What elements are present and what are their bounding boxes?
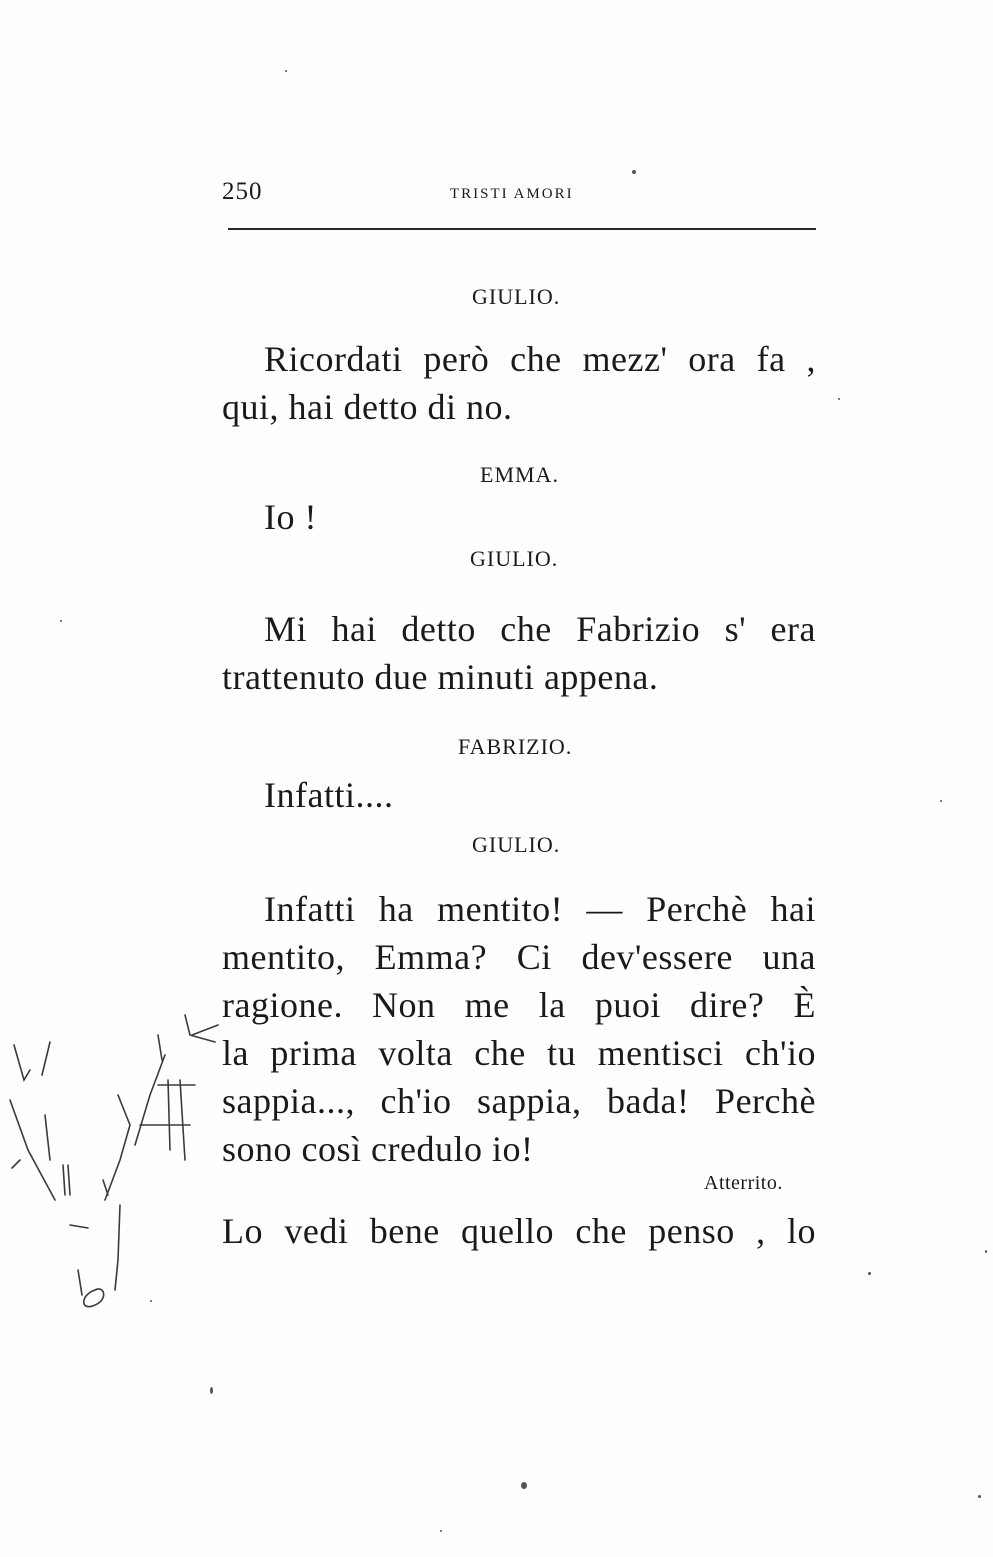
- running-head: TRISTI AMORI: [450, 186, 574, 202]
- speck: [60, 620, 62, 622]
- dialogue-line: trattenuto due minuti appena.: [222, 657, 659, 697]
- dialogue-line: mentito, Emma? Ci dev'essere una: [222, 937, 816, 977]
- dialogue-line: qui, hai detto di no.: [222, 387, 513, 427]
- dialogue-line: la prima volta che tu mentisci ch'io: [222, 1033, 816, 1073]
- speck: [838, 398, 840, 400]
- header-rule: [228, 228, 816, 230]
- stage-direction: Atterrito.: [704, 1172, 783, 1194]
- dialogue-line: Lo vedi bene quello che penso , lo: [222, 1211, 816, 1251]
- speck: [210, 1387, 213, 1394]
- speck: [285, 70, 287, 72]
- speck: [940, 800, 942, 802]
- dialogue-line: sono così credulo io!: [222, 1129, 534, 1169]
- dialogue-line: Io !: [264, 497, 317, 537]
- speck: [150, 1300, 152, 1302]
- page-number: 250: [222, 178, 263, 205]
- dialogue-line: Mi hai detto che Fabrizio s' era: [264, 609, 816, 649]
- dialogue-line: sappia..., ch'io sappia, bada! Perchè: [222, 1081, 816, 1121]
- dialogue-line: Ricordati però che mezz' ora fa ,: [264, 339, 816, 379]
- speaker-label: FABRIZIO.: [458, 734, 573, 759]
- dialogue-line: Infatti....: [264, 775, 394, 815]
- speck: [985, 1250, 987, 1253]
- speaker-label: GIULIO.: [470, 546, 559, 571]
- speaker-label: GIULIO.: [472, 832, 561, 857]
- speck: [868, 1272, 871, 1275]
- speck: [440, 1530, 442, 1532]
- page-header: [222, 178, 816, 218]
- speaker-label: EMMA.: [480, 462, 559, 487]
- handwritten-scribble-icon: [0, 1000, 230, 1330]
- speck: [521, 1482, 527, 1489]
- speck: [632, 170, 636, 174]
- speaker-label: GIULIO.: [472, 284, 561, 309]
- speck: [978, 1495, 981, 1498]
- dialogue-line: ragione. Non me la puoi dire? È: [222, 985, 816, 1025]
- dialogue-line: Infatti ha mentito! — Perchè hai: [264, 889, 816, 929]
